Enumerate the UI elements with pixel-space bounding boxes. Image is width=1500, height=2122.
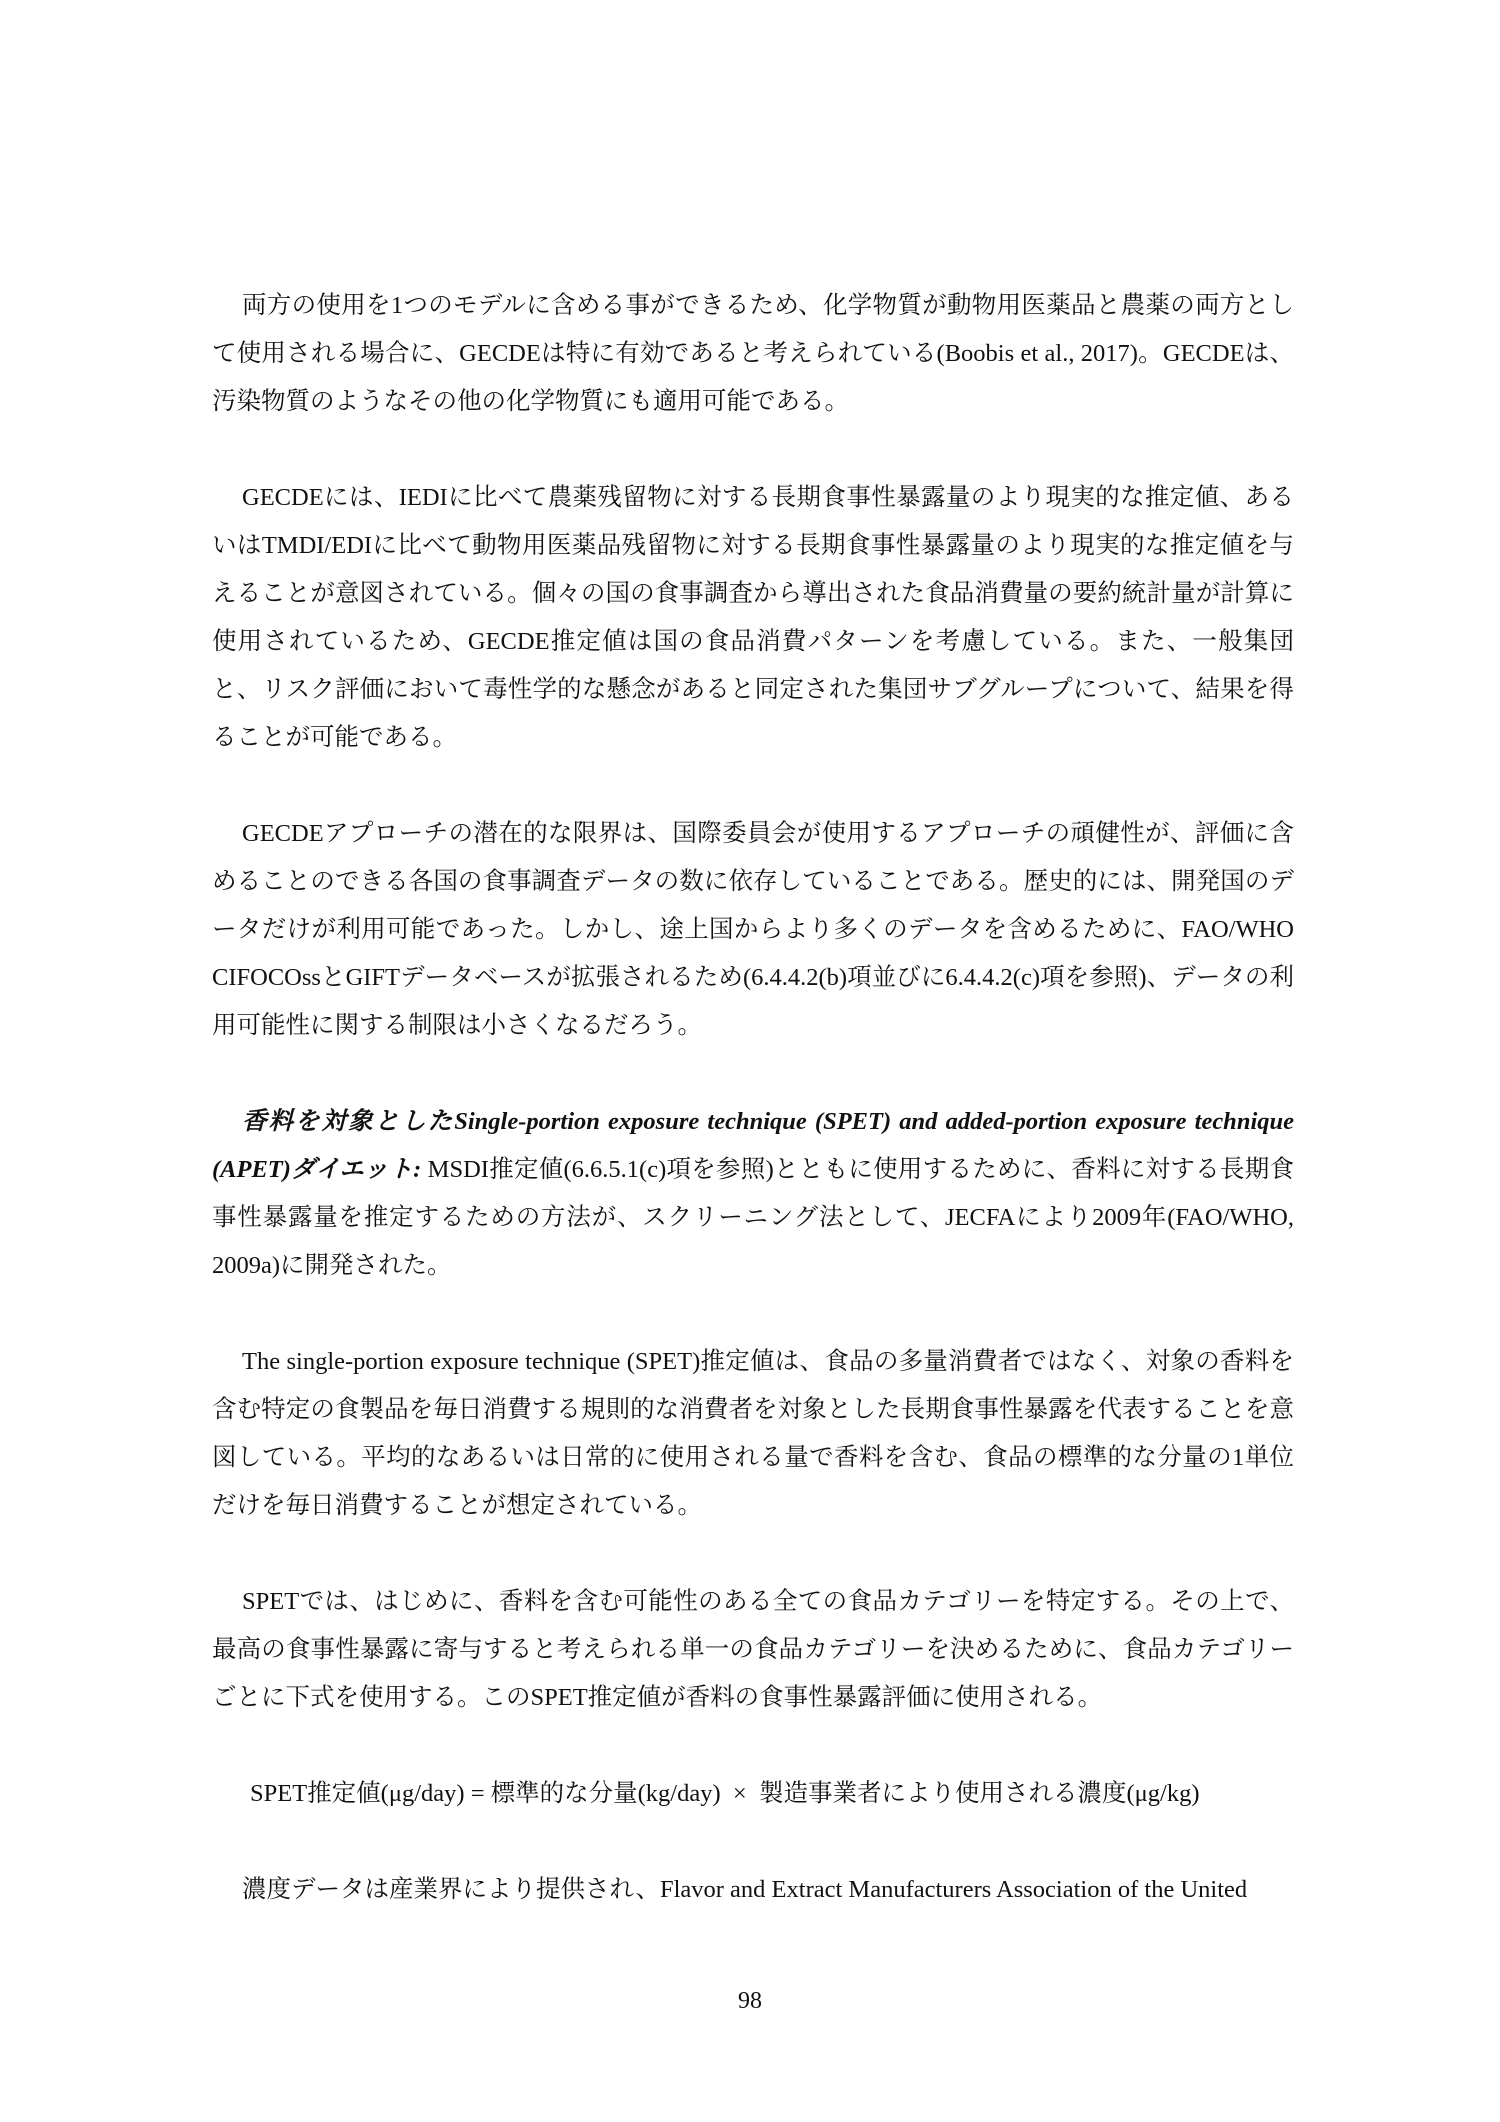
spet-section-body: MSDI推定値(6.6.5.1(c)項を参照)とともに使用するために、香料に対する長期食事性暴露量を推定するための方法が、スクリーニング法として、JECFAにより2009年(FAO/WHO, 2009a)に開発された。 xyxy=(212,1156,1294,1279)
formula-lhs: SPET推定値(μg/day) = xyxy=(250,1780,485,1807)
formula-multiply-operator: × xyxy=(732,1780,747,1807)
spet-section-heading: 香料を対象としたSingle-portion exposure technique (SPET) and added-portion exposure technique (APET)ダイエット: xyxy=(212,1108,1294,1183)
paragraph-concentration-data: 濃度データは産業界により提供され、Flavor and Extract Manufacturers Association of the United xyxy=(242,1876,1248,1903)
spet-formula xyxy=(212,1770,1294,1818)
paragraph-spet-intro xyxy=(212,1098,1294,1290)
paragraph-gecde-limitations: GECDEアプローチの潜在的な限界は、国際委員会が使用するアプローチの頑健性が、評価に含めることのできる各国の食事調査データの数に依存していることである。歴史的には、開発国のデータだけが利用可能であった。しかし、途上国からより多くのデータを含めるために、FAO/WHO CIFOCOssとGIFTデータベースが拡張されるため(6.4.4.2(b)項並びに6.4.4.2(c)項を参照)、データの利用可能性に関する制限は小さくなるだろう。 xyxy=(212,820,1294,1039)
page-number: 98 xyxy=(738,1988,762,2014)
formula-term-concentration: 製造事業者により使用される濃度(μg/kg) xyxy=(758,1780,1200,1807)
paragraph-gecde-scope: 両方の使用を1つのモデルに含める事ができるため、化学物質が動物用医薬品と農薬の両方として使用される場合に、GECDEは特に有効であると考えられている(Boobis et al., 2017)。GECDEは、汚染物質のようなその他の化学物質にも適用可能である。 xyxy=(212,292,1294,415)
paragraph-spet-definition: The single-portion exposure technique (SPET)推定値は、食品の多量消費者ではなく、対象の香料を含む特定の食製品を毎日消費する規則的な消費者を対象とした長期食事性暴露を代表することを意図している。平均的なあるいは日常的に使用される量で香料を含む、食品の標準的な分量の1単位だけを毎日消費することが想定されている。 xyxy=(212,1348,1294,1519)
paragraph-spet-procedure: SPETでは、はじめに、香料を含む可能性のある全ての食品カテゴリーを特定する。その上で、最高の食事性暴露に寄与すると考えられる単一の食品カテゴリーを決めるために、食品カテゴリーごとに下式を使用する。このSPET推定値が香料の食事性暴露評価に使用される。 xyxy=(212,1588,1294,1711)
document-body xyxy=(212,282,1294,1914)
formula-term-portion: 標準的な分量(kg/day) xyxy=(490,1780,721,1807)
paragraph-gecde-intent: GECDEには、IEDIに比べて農薬残留物に対する長期食事性暴露量のより現実的な推定値、あるいはTMDI/EDIに比べて動物用医薬品残留物に対する長期食事性暴露量のより現実的な推定値を与えることが意図されている。個々の国の食事調査から導出された食品消費量の要約統計量が計算に使用されているため、GECDE推定値は国の食品消費パターンを考慮している。また、一般集団と、リスク評価において毒性学的な懸念があると同定された集団サブグループについて、結果を得ることが可能である。 xyxy=(212,484,1294,751)
